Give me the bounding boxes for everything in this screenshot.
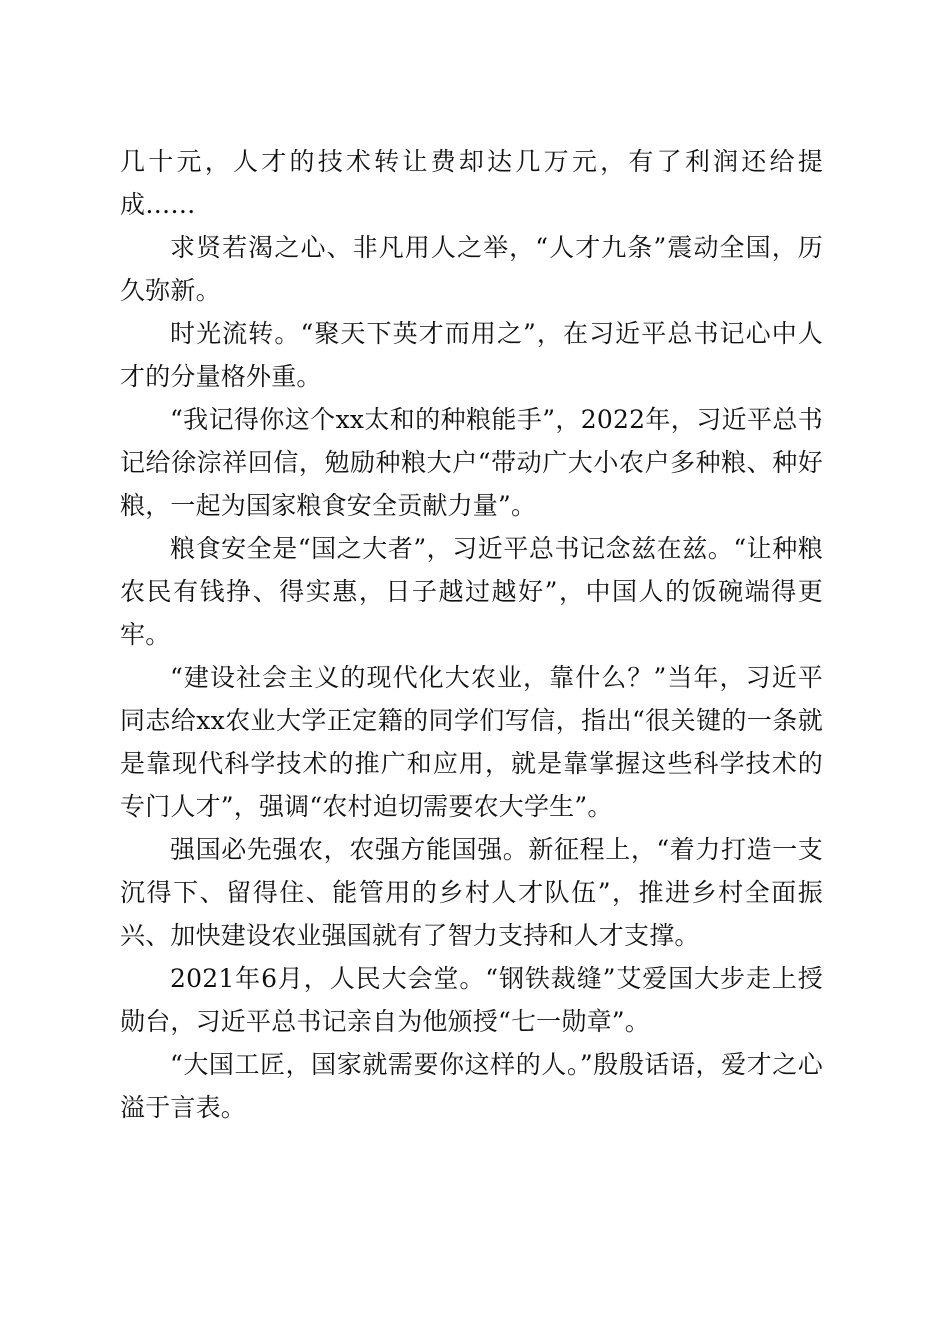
paragraph-7: 强国必先强农，农强方能国强。新征程上，“着力打造一支沉得下、留得住、能管用的乡村人才队伍”，推进乡村全面振兴、加快建设农业强国就有了智力支持和人才支撑。 — [120, 835, 823, 950]
paragraph-2: 求贤若渴之心、非凡用人之举，“人才九条”震动全国，历久弥新。 — [120, 233, 823, 305]
document-page — [120, 140, 823, 1129]
paragraph-4: “我记得你这个xx太和的种粮能手”，2022年，习近平总书记给徐淙祥回信，勉励种粮大户“带动广大小农户多种粮、种好粮，一起为国家粮食安全贡献力量”。 — [120, 405, 823, 520]
paragraph-8: 2021年6月，人民大会堂。“钢铁裁缝”艾爱国大步走上授勋台，习近平总书记亲自为他颁授“七一勋章”。 — [120, 964, 823, 1036]
paragraph-9: “大国工匠，国家就需要你这样的人。”殷殷话语，爱才之心溢于言表。 — [120, 1050, 823, 1122]
paragraph-1: 几十元，人才的技术转让费却达几万元，有了利润还给提成…… — [120, 147, 823, 219]
paragraph-5: 粮食安全是“国之大者”，习近平总书记念兹在兹。“让种粮农民有钱挣、得实惠，日子越过越好”，中国人的饭碗端得更牢。 — [120, 534, 823, 649]
paragraph-3: 时光流转。“聚天下英才而用之”，在习近平总书记心中人才的分量格外重。 — [120, 319, 823, 391]
paragraph-6: “建设社会主义的现代化大农业，靠什么？”当年，习近平同志给xx农业大学正定籍的同学们写信，指出“很关键的一条就是靠现代科学技术的推广和应用，就是靠掌握这些科学技术的专门人才”，强调“农村迫切需要农大学生”。 — [120, 663, 823, 821]
